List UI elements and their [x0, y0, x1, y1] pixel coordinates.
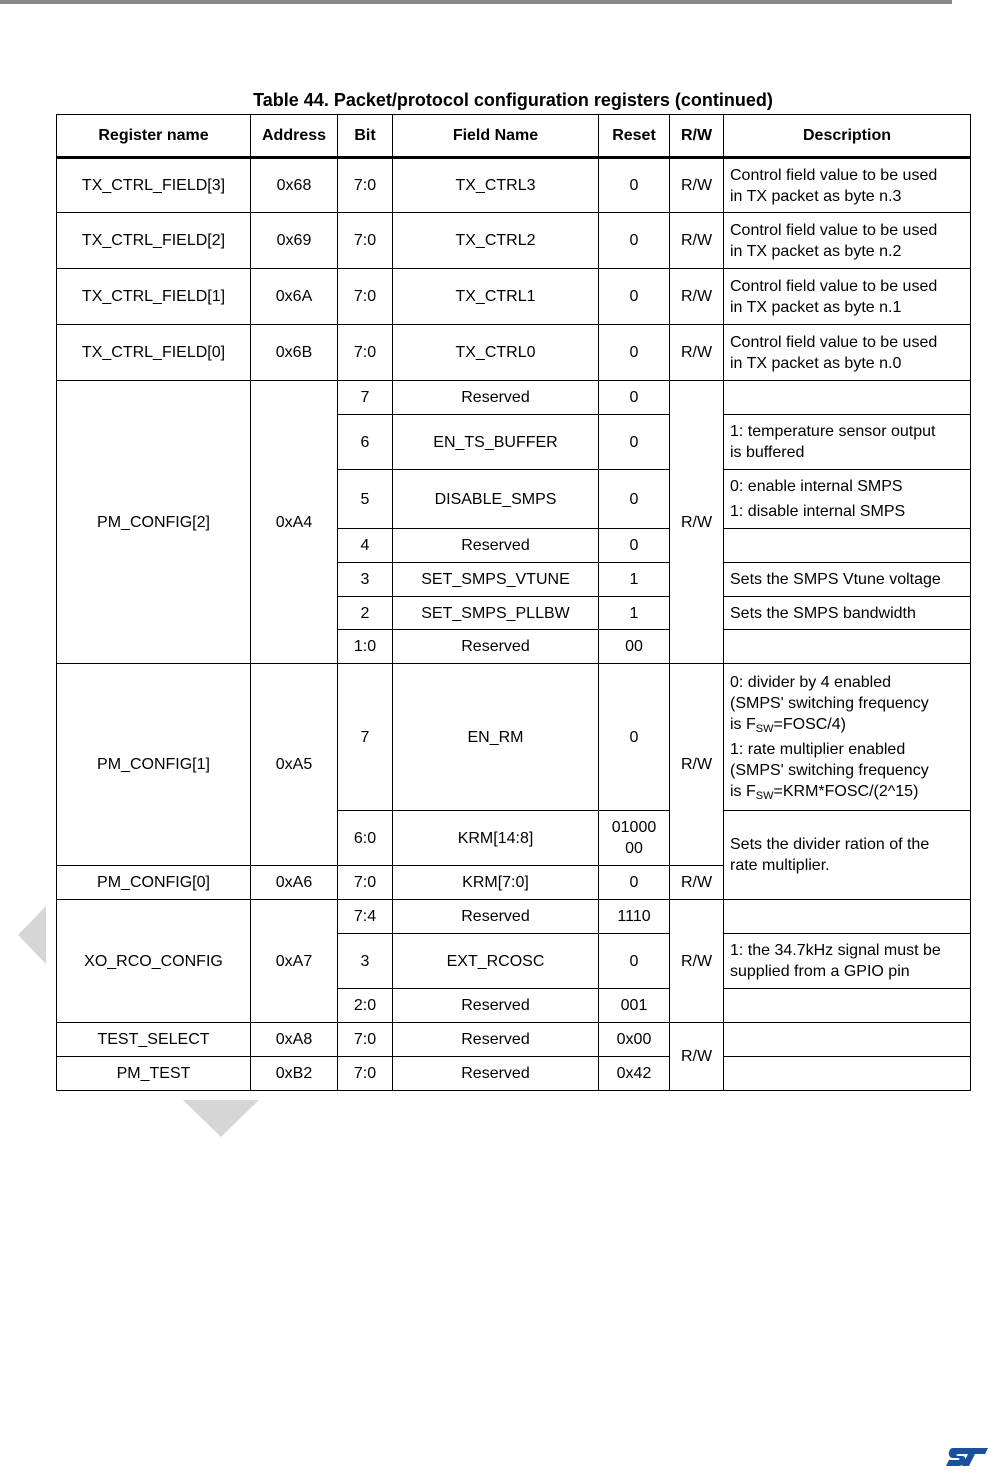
description: Sets the divider ration of the rate multiplier. — [724, 811, 971, 900]
description: 1: temperature sensor output is buffered — [724, 415, 971, 470]
reset-value: 0 — [599, 470, 670, 529]
field-name: KRM[14:8] — [393, 811, 599, 866]
rw: R/W — [670, 866, 724, 900]
bit: 7:0 — [338, 269, 393, 325]
bit: 4 — [338, 529, 393, 563]
reset-value: 1 — [599, 563, 670, 597]
previous-page-arrow-icon[interactable] — [18, 906, 46, 964]
field-name: Reserved — [393, 900, 599, 934]
field-name: SET_SMPS_PLLBW — [393, 597, 599, 630]
address: 0x69 — [251, 213, 338, 269]
reset-value: 1110 — [599, 900, 670, 934]
reset-value: 0 — [599, 158, 670, 213]
field-name: Reserved — [393, 529, 599, 563]
header-register-name: Register name — [57, 115, 251, 158]
table-row — [57, 664, 971, 811]
table-row — [57, 1057, 971, 1091]
reset-value: 1 — [599, 597, 670, 630]
rw: R/W — [670, 900, 724, 1023]
field-name: EN_TS_BUFFER — [393, 415, 599, 470]
rw: R/W — [670, 158, 724, 213]
reset-value: 001 — [599, 989, 670, 1023]
description: Control field value to be used in TX packet as byte n.1 — [724, 269, 971, 325]
register-name: TX_CTRL_FIELD[3] — [57, 158, 251, 213]
table-row — [57, 325, 971, 381]
bit: 7 — [338, 381, 393, 415]
rw: R/W — [670, 381, 724, 664]
next-page-arrow-icon[interactable] — [183, 1100, 259, 1137]
bit: 7:4 — [338, 900, 393, 934]
bit: 3 — [338, 563, 393, 597]
register-name: TX_CTRL_FIELD[0] — [57, 325, 251, 381]
bit: 5 — [338, 470, 393, 529]
header-description: Description — [724, 115, 971, 158]
top-rule — [0, 0, 952, 4]
rw: R/W — [670, 1023, 724, 1091]
reset-value: 00 — [599, 630, 670, 664]
bit: 6 — [338, 415, 393, 470]
bit: 3 — [338, 934, 393, 989]
field-name: Reserved — [393, 989, 599, 1023]
field-name: Reserved — [393, 381, 599, 415]
description: Sets the SMPS bandwidth — [724, 597, 971, 630]
field-name: KRM[7:0] — [393, 866, 599, 900]
register-name: PM_CONFIG[1] — [57, 664, 251, 866]
bit: 2 — [338, 597, 393, 630]
bit: 7:0 — [338, 1057, 393, 1091]
reset-value: 0 — [599, 934, 670, 989]
table-row — [57, 269, 971, 325]
bit: 7:0 — [338, 213, 393, 269]
register-name: PM_CONFIG[0] — [57, 866, 251, 900]
description: Control field value to be used in TX packet as byte n.0 — [724, 325, 971, 381]
description — [724, 1023, 971, 1057]
field-name: Reserved — [393, 630, 599, 664]
reset-value: 0 — [599, 213, 670, 269]
header-address: Address — [251, 115, 338, 158]
bit: 2:0 — [338, 989, 393, 1023]
field-name: TX_CTRL1 — [393, 269, 599, 325]
address: 0x6B — [251, 325, 338, 381]
bit: 7:0 — [338, 158, 393, 213]
reset-value: 0 — [599, 664, 670, 811]
header-field-name: Field Name — [393, 115, 599, 158]
field-name: TX_CTRL3 — [393, 158, 599, 213]
bit: 7 — [338, 664, 393, 811]
table-caption: Table 44. Packet/protocol configuration registers (continued) — [253, 90, 773, 110]
table-row — [57, 1023, 971, 1057]
st-logo-icon — [944, 1446, 990, 1468]
bit: 1:0 — [338, 630, 393, 664]
register-table — [56, 114, 971, 1091]
bit: 6:0 — [338, 811, 393, 866]
address: 0x68 — [251, 158, 338, 213]
rw: R/W — [670, 325, 724, 381]
rw: R/W — [670, 213, 724, 269]
reset-value: 0x42 — [599, 1057, 670, 1091]
address: 0x6A — [251, 269, 338, 325]
table-row — [57, 381, 971, 415]
register-name: XO_RCO_CONFIG — [57, 900, 251, 1023]
description: 1: the 34.7kHz signal must be supplied from a GPIO pin — [724, 934, 971, 989]
bit: 7:0 — [338, 1023, 393, 1057]
address: 0xA5 — [251, 664, 338, 866]
bit: 7:0 — [338, 866, 393, 900]
description — [724, 630, 971, 664]
header-bit: Bit — [338, 115, 393, 158]
description — [724, 989, 971, 1023]
description — [724, 1057, 971, 1091]
rw: R/W — [670, 664, 724, 866]
header-row — [57, 115, 971, 158]
address: 0xB2 — [251, 1057, 338, 1091]
field-name: DISABLE_SMPS — [393, 470, 599, 529]
field-name: TX_CTRL0 — [393, 325, 599, 381]
reset-value: 0 — [599, 269, 670, 325]
table-row — [57, 900, 971, 934]
field-name: SET_SMPS_VTUNE — [393, 563, 599, 597]
description: 0: enable internal SMPS 1: disable internal SMPS — [724, 470, 971, 529]
reset-value: 0x00 — [599, 1023, 670, 1057]
field-name: TX_CTRL2 — [393, 213, 599, 269]
reset-value: 0 — [599, 325, 670, 381]
reset-value: 0 — [599, 529, 670, 563]
field-name: Reserved — [393, 1057, 599, 1091]
register-name: PM_TEST — [57, 1057, 251, 1091]
table-row — [57, 158, 971, 213]
address: 0xA8 — [251, 1023, 338, 1057]
header-reset: Reset — [599, 115, 670, 158]
address: 0xA7 — [251, 900, 338, 1023]
register-name: TX_CTRL_FIELD[2] — [57, 213, 251, 269]
register-name: TEST_SELECT — [57, 1023, 251, 1057]
address: 0xA4 — [251, 381, 338, 664]
description: Control field value to be used in TX packet as byte n.3 — [724, 158, 971, 213]
description — [724, 529, 971, 563]
description — [724, 381, 971, 415]
register-name: PM_CONFIG[2] — [57, 381, 251, 664]
header-rw: R/W — [670, 115, 724, 158]
description — [724, 900, 971, 934]
reset-value: 01000 00 — [599, 811, 670, 866]
reset-value: 0 — [599, 415, 670, 470]
description: 0: divider by 4 enabled (SMPS' switching frequency is $F_{SW}=FOSC/4$) 1: rate multiplier enabled (SMPS' switching frequency is $F_{SW}=KRM*FOSC/(2\^{}15)$ — [724, 664, 971, 811]
rw: R/W — [670, 269, 724, 325]
field-name: EN_RM — [393, 664, 599, 811]
table-row — [57, 213, 971, 269]
address: 0xA6 — [251, 866, 338, 900]
reset-value: 0 — [599, 381, 670, 415]
field-name: EXT_RCOSC — [393, 934, 599, 989]
bit: 7:0 — [338, 325, 393, 381]
field-name: Reserved — [393, 1023, 599, 1057]
description: Sets the SMPS Vtune voltage — [724, 563, 971, 597]
register-name: TX_CTRL_FIELD[1] — [57, 269, 251, 325]
description: Control field value to be used in TX packet as byte n.2 — [724, 213, 971, 269]
reset-value: 0 — [599, 866, 670, 900]
